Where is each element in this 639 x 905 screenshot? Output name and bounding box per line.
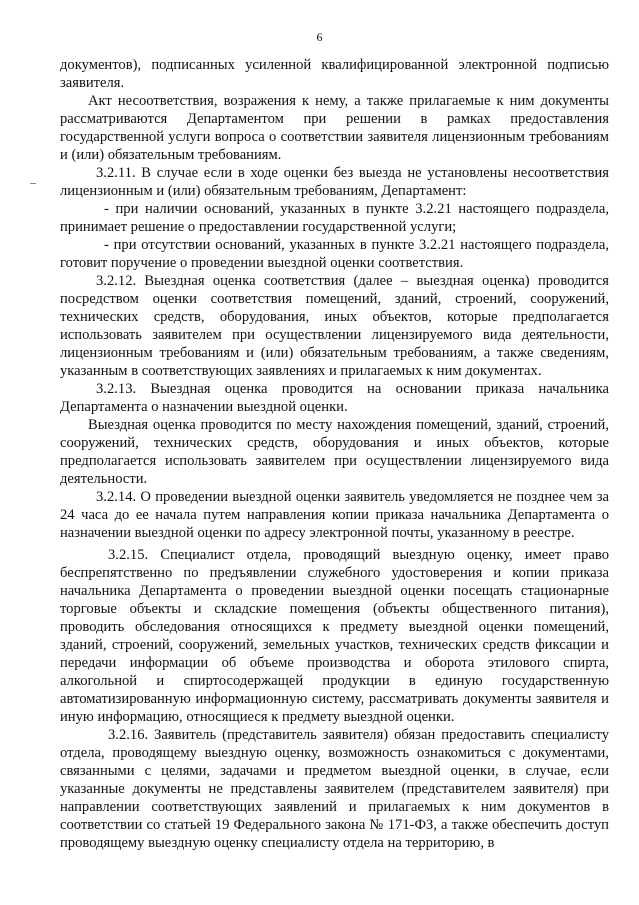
- page-number: 6: [316, 30, 323, 44]
- paragraph-act-nonconformity: Акт несоответствия, возражения к нему, а также прилагаемые к ним документы рассматриваются Департаментом при решении в рамках предоставления государственной услуги вопроса о соответствии заявителя лицензионным требованиям и (или) обязательным требованиям.: [60, 93, 609, 163]
- document-body: [60, 56, 609, 852]
- paragraph-3-2-11-item-1: - при наличии оснований, указанных в пункте 3.2.21 настоящего подраздела, принимает решение о предоставлении государственной услуги;: [60, 201, 609, 235]
- paragraph-3-2-16: 3.2.16. Заявитель (представитель заявителя) обязан предоставить специалисту отдела, проводящему выездную оценку, возможность ознакомиться с документами, связанными с целями, задачами и предметом выездной оценки, в случае, если указанные документы не представлены заявителем (представителем заявителя) при направлении соответствующих заявлений и прилагаемых к ним документов в соответствии со статьей 19 Федерального закона № 171-ФЗ, а также обеспечить доступ проводящему выездную оценку специалисту отдела на территорию, в: [60, 727, 609, 851]
- paragraph-continuation: документов), подписанных усиленной квалифицированной электронной подписью заявителя.: [60, 57, 609, 91]
- paragraph-3-2-15: 3.2.15. Специалист отдела, проводящий выездную оценку, имеет право беспрепятственно по предъявлении служебного удостоверения и копии приказа начальника Департамента о проведении выездной оценки посещать стационарные торговые объекты и складские помещения (объекты общественного питания), проводить обследования относящихся к предмету выездной оценки помещений, зданий, строений, сооружений, земельных участков, технических средств фиксации и передачи информации об объеме производства и оборота этилового спирта, алкогольной и спиртосодержащей продукции в единую государственную автоматизированную информационную систему, рассматривать документы заявителя и иную информацию, относящиеся к предмету выездной оценки.: [60, 547, 609, 725]
- paragraph-3-2-11: 3.2.11. В случае если в ходе оценки без выезда не установлены несоответствия лицензионным и (или) обязательным требованиям, Департамент:: [60, 165, 609, 199]
- paragraph-onsite-location: Выездная оценка проводится по месту нахождения помещений, зданий, строений, сооружений, технических средств, оборудования и иных объектов, которые предполагается использовать заявителем при осуществлении лицензируемого вида деятельности.: [60, 417, 609, 487]
- paragraph-3-2-12: 3.2.12. Выездная оценка соответствия (далее – выездная оценка) проводится посредством оценки соответствия помещений, зданий, строений, сооружений, технических средств, оборудования, иных объектов, которые предполагается использовать заявителем при осуществлении лицензируемого вида деятельности, лицензионным требованиям и (или) обязательным требованиям, а также сведениям, указанным в соответствующих заявлениях и прилагаемых к ним документах.: [60, 273, 609, 379]
- margin-mark: [30, 183, 36, 184]
- paragraph-3-2-11-item-2: - при отсутствии оснований, указанных в пункте 3.2.21 настоящего подраздела, готовит поручение о проведении выездной оценки соответствия.: [60, 237, 609, 271]
- paragraph-3-2-13: 3.2.13. Выездная оценка проводится на основании приказа начальника Департамента о назначении выездной оценки.: [60, 381, 609, 415]
- paragraph-3-2-14: 3.2.14. О проведении выездной оценки заявитель уведомляется не позднее чем за 24 часа до ее начала путем направления копии приказа начальника Департамента о назначении выездной оценки по адресу электронной почты, указанному в реестре.: [60, 489, 609, 541]
